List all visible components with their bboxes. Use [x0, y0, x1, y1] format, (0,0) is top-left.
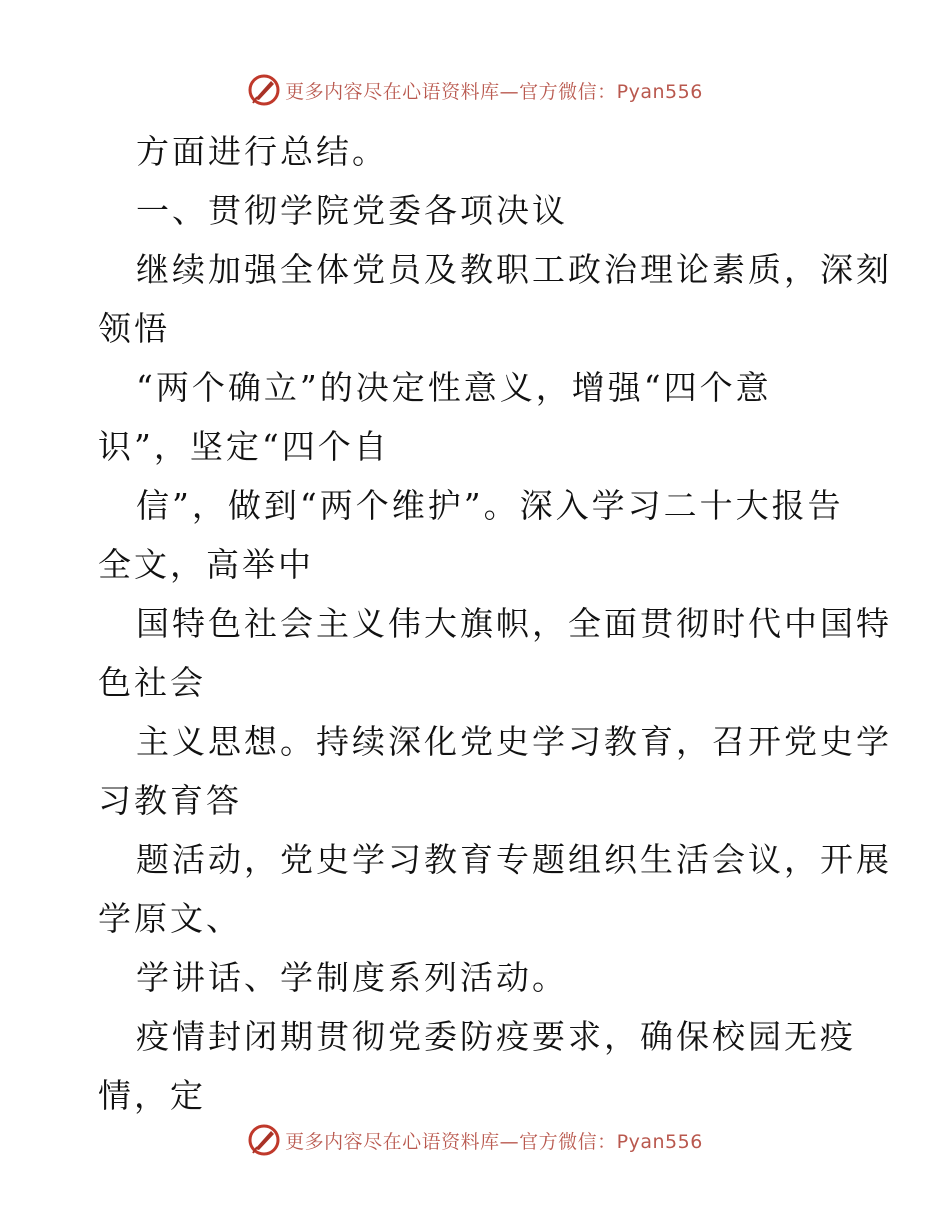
- text-line: 国特色社会主义伟大旗帜，全面贯彻时代中国特: [136, 604, 892, 643]
- text-line: 习教育答: [98, 781, 242, 820]
- text-line: 继续加强全体党员及教职工政治理论素质，深刻: [136, 250, 892, 289]
- text-line: 色社会: [98, 663, 206, 702]
- feather-pen-circle-icon: [247, 1123, 281, 1157]
- text-line: 题活动，党史学习教育专题组织生活会议，开展: [136, 840, 892, 879]
- text-line: 学讲话、学制度系列活动。: [136, 958, 568, 997]
- text-line: 主义思想。持续深化党史学习教育，召开党史学: [136, 722, 892, 761]
- text-line: 全文，高举中: [98, 545, 314, 584]
- text-line: “两个确立”的决定性意义，增强“四个意: [136, 368, 772, 407]
- text-line: 识”，坚定“四个自: [98, 427, 390, 466]
- feather-pen-circle-icon: [247, 73, 281, 107]
- text-line: 领悟: [98, 309, 170, 348]
- header-banner: [0, 70, 950, 110]
- text-line: 情，定: [98, 1076, 206, 1115]
- text-line: 方面进行总结。: [136, 132, 388, 171]
- text-line: 一、贯彻学院党委各项决议: [136, 191, 568, 230]
- text-line: 疫情封闭期贯彻党委防疫要求，确保校园无疫: [136, 1017, 856, 1056]
- document-body: [98, 122, 892, 1125]
- banner-text: 更多内容尽在心语资料库—官方微信：Pyan556: [285, 1130, 703, 1153]
- banner-text: 更多内容尽在心语资料库—官方微信：Pyan556: [285, 80, 703, 103]
- text-line: 信”，做到“两个维护”。深入学习二十大报告: [136, 486, 844, 525]
- footer-banner: [0, 1120, 950, 1160]
- text-line: 学原文、: [98, 899, 242, 938]
